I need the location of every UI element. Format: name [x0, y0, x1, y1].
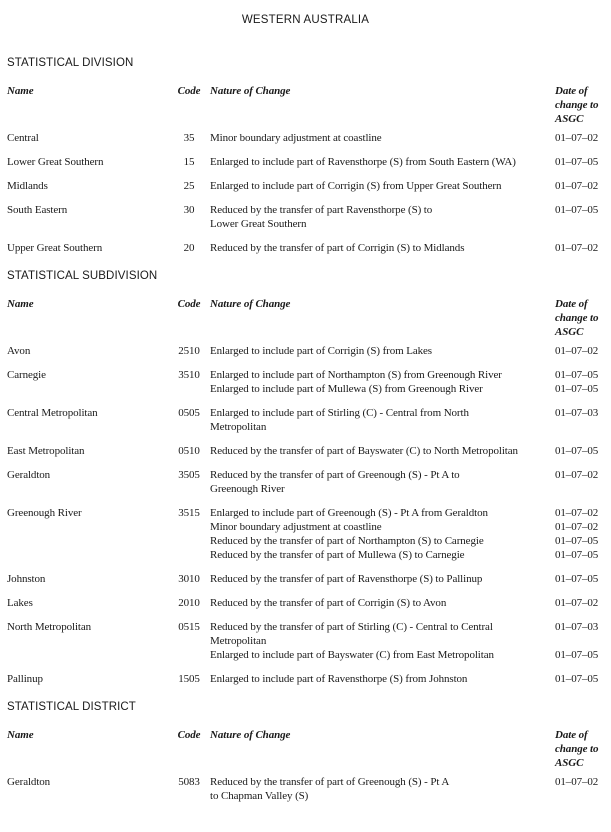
- change-text-line: Enlarged to include part of Stirling (C) - Central from North: [210, 407, 469, 419]
- change-entry: [210, 131, 609, 145]
- row-changes: [210, 203, 609, 231]
- change-date: 01–07–05: [555, 156, 599, 168]
- row-name: Central Metropolitan: [7, 407, 98, 419]
- table-row: [7, 344, 611, 358]
- table-row: [7, 203, 611, 231]
- row-name: South Eastern: [7, 204, 68, 216]
- change-text-line: Reduced by the transfer of part of Ravensthorpe (S) to Pallinup: [210, 573, 483, 585]
- change-date: 01–07–05: [555, 549, 599, 561]
- row-changes: [210, 506, 609, 562]
- row-name: Upper Great Southern: [7, 242, 103, 254]
- table-row: [7, 506, 611, 562]
- change-text-line: Reduced by the transfer of part Ravensthorpe (S) to: [210, 204, 433, 216]
- change-text: [210, 155, 555, 169]
- change-text-line: Enlarged to include part of Ravensthorpe (S) from South Eastern (WA): [210, 156, 516, 168]
- change-date: 01–07–05: [555, 573, 599, 585]
- change-text-line: Enlarged to include part of Corrigin (S) from Lakes: [210, 345, 432, 357]
- change-date: 01–07–05: [555, 204, 599, 216]
- col-header-nature: Nature of Change: [210, 729, 291, 741]
- change-date: 01–07–05: [555, 369, 599, 381]
- change-date: 01–07–02: [555, 345, 599, 357]
- table-row: [7, 620, 611, 662]
- row-name: Avon: [7, 345, 31, 357]
- change-text: [210, 672, 555, 686]
- change-entry: [210, 672, 609, 686]
- table-row: [7, 468, 611, 496]
- row-code: 20: [183, 242, 195, 254]
- row-changes: [210, 406, 609, 434]
- change-text: [210, 648, 555, 662]
- row-name: East Metropolitan: [7, 445, 85, 457]
- col-header-date-line: ASGC: [555, 113, 584, 125]
- change-text-line: Metropolitan: [210, 635, 267, 647]
- col-header-name: Name: [7, 85, 34, 97]
- row-name: Lower Great Southern: [7, 156, 104, 168]
- row-code: 30: [183, 204, 195, 216]
- table-row: [7, 368, 611, 396]
- change-date: 01–07–02: [555, 521, 599, 533]
- change-entry: [210, 572, 609, 586]
- table-header-main: [210, 84, 609, 126]
- row-name: Geraldton: [7, 469, 51, 481]
- section: [7, 701, 611, 803]
- change-text: [210, 520, 555, 534]
- change-entry: [210, 444, 609, 458]
- change-text: [210, 406, 555, 434]
- change-entry: [210, 179, 609, 193]
- table-row: [7, 179, 611, 193]
- change-entry: [210, 155, 609, 169]
- row-changes: [210, 241, 609, 255]
- change-text: [210, 382, 555, 396]
- table-row: [7, 775, 611, 803]
- change-text: [210, 241, 555, 255]
- row-name: North Metropolitan: [7, 621, 92, 633]
- section: [7, 57, 611, 255]
- row-code: 1505: [178, 673, 200, 685]
- change-text: [210, 506, 555, 520]
- col-header-date-line: change to: [555, 312, 599, 324]
- col-header-date-line: ASGC: [555, 326, 584, 338]
- change-text: [210, 344, 555, 358]
- change-date: 01–07–05: [555, 649, 599, 661]
- change-text-line: Enlarged to include part of Ravensthorpe (S) from Johnston: [210, 673, 468, 685]
- change-text-line: Reduced by the transfer of part of Bayswater (C) to North Metropolitan: [210, 445, 518, 457]
- row-changes: [210, 131, 609, 145]
- col-header-nature: Nature of Change: [210, 298, 291, 310]
- table-header: [7, 84, 611, 126]
- change-text: [210, 548, 555, 562]
- change-text: [210, 620, 555, 648]
- change-entry: [210, 648, 609, 662]
- row-name: Pallinup: [7, 673, 43, 685]
- row-name: Greenough River: [7, 507, 82, 519]
- change-date: 01–07–02: [555, 469, 599, 481]
- change-text-line: Metropolitan: [210, 421, 267, 433]
- table-header: [7, 297, 611, 339]
- col-header-code: Code: [177, 298, 201, 310]
- row-code: 3505: [178, 469, 200, 481]
- change-text: [210, 572, 555, 586]
- change-text: [210, 179, 555, 193]
- section-heading: STATISTICAL DISTRICT: [7, 701, 136, 713]
- change-entry: [210, 596, 609, 610]
- table-header-main: [210, 728, 609, 770]
- col-header-name: Name: [7, 298, 34, 310]
- change-date: 01–07–02: [555, 507, 599, 519]
- row-name: Carnegie: [7, 369, 46, 381]
- change-entry: [210, 468, 609, 496]
- change-text: [210, 596, 555, 610]
- row-code: 25: [183, 180, 195, 192]
- row-code: 0510: [178, 445, 200, 457]
- col-header-name: Name: [7, 729, 34, 741]
- change-text-line: Enlarged to include part of Greenough (S) - Pt A from Geraldton: [210, 507, 488, 519]
- table-row: [7, 444, 611, 458]
- change-date: 01–07–05: [555, 383, 599, 395]
- row-code: 2010: [178, 597, 200, 609]
- row-name: Geraldton: [7, 776, 51, 788]
- change-date: 01–07–05: [555, 535, 599, 547]
- change-text: [210, 203, 555, 231]
- change-text-line: Reduced by the transfer of part of Greenough (S) - Pt A to: [210, 469, 460, 481]
- change-text-line: to Chapman Valley (S): [210, 790, 309, 802]
- row-changes: [210, 572, 609, 586]
- col-header-date-line: change to: [555, 743, 599, 755]
- change-text: [210, 131, 555, 145]
- row-changes: [210, 368, 609, 396]
- row-code: 3515: [178, 507, 200, 519]
- table-header-right: [210, 84, 609, 126]
- change-text-line: Lower Great Southern: [210, 218, 307, 230]
- change-entry: [210, 620, 609, 648]
- change-date: 01–07–03: [555, 621, 599, 633]
- change-text-line: Greenough River: [210, 483, 285, 495]
- change-text-line: Reduced by the transfer of part of Corrigin (S) to Midlands: [210, 242, 465, 254]
- row-changes: [210, 596, 609, 610]
- row-code: 35: [183, 132, 195, 144]
- row-changes: [210, 344, 609, 358]
- table-row: [7, 406, 611, 434]
- change-entry: [210, 775, 609, 803]
- table-row: [7, 672, 611, 686]
- change-text: [210, 444, 555, 458]
- row-changes: [210, 179, 609, 193]
- change-entry: [210, 368, 609, 382]
- row-code: 5083: [178, 776, 200, 788]
- col-header-date-line: change to: [555, 99, 599, 111]
- table-row: [7, 155, 611, 169]
- change-text-line: Reduced by the transfer of part of Corrigin (S) to Avon: [210, 597, 447, 609]
- row-name: Lakes: [7, 597, 33, 609]
- change-entry: [210, 406, 609, 434]
- table-row: [7, 131, 611, 145]
- row-code: 0505: [178, 407, 200, 419]
- col-header-date: [555, 728, 609, 770]
- table-row: [7, 241, 611, 255]
- col-header-nature: Nature of Change: [210, 85, 291, 97]
- table-header: [7, 728, 611, 770]
- change-date: 01–07–02: [555, 776, 599, 788]
- change-entry: [210, 520, 609, 534]
- row-code: 3010: [178, 573, 200, 585]
- section-heading: STATISTICAL SUBDIVISION: [7, 270, 158, 282]
- section-heading: STATISTICAL DIVISION: [7, 57, 134, 69]
- row-name: Johnston: [7, 573, 46, 585]
- col-header-date-line: Date of: [555, 729, 588, 741]
- row-changes: [210, 620, 609, 662]
- change-text-line: Enlarged to include part of Bayswater (C) from East Metropolitan: [210, 649, 494, 661]
- col-header-code: Code: [177, 85, 201, 97]
- change-date: 01–07–02: [555, 242, 599, 254]
- change-entry: [210, 382, 609, 396]
- change-entry: [210, 203, 609, 231]
- change-text: [210, 468, 555, 496]
- change-entry: [210, 534, 609, 548]
- row-name: Midlands: [7, 180, 48, 192]
- sections-container: [7, 57, 611, 803]
- col-header-date-line: Date of: [555, 85, 588, 97]
- row-changes: [210, 775, 609, 803]
- row-name: Central: [7, 132, 39, 144]
- change-text-line: Enlarged to include part of Northampton (S) from Greenough River: [210, 369, 502, 381]
- change-date: 01–07–02: [555, 132, 599, 144]
- row-code: 2510: [178, 345, 200, 357]
- section: [7, 270, 611, 686]
- table-row: [7, 572, 611, 586]
- change-text-line: Minor boundary adjustment at coastline: [210, 521, 382, 533]
- change-text-line: Enlarged to include part of Mullewa (S) from Greenough River: [210, 383, 483, 395]
- col-header-code: Code: [177, 729, 201, 741]
- col-header-date: [555, 297, 609, 339]
- row-code: 15: [183, 156, 195, 168]
- row-code: 3510: [178, 369, 200, 381]
- change-text-line: Reduced by the transfer of part of Greenough (S) - Pt A: [210, 776, 450, 788]
- table-header-right: [210, 297, 609, 339]
- row-changes: [210, 672, 609, 686]
- row-changes: [210, 444, 609, 458]
- change-date: 01–07–02: [555, 597, 599, 609]
- table-header-main: [210, 297, 609, 339]
- page-title: WESTERN AUSTRALIA: [241, 14, 370, 26]
- row-code: 0515: [178, 621, 200, 633]
- change-entry: [210, 548, 609, 562]
- change-entry: [210, 241, 609, 255]
- change-date: 01–07–03: [555, 407, 599, 419]
- change-text-line: Reduced by the transfer of part of Stirling (C) - Central to Central: [210, 621, 493, 633]
- row-changes: [210, 468, 609, 496]
- change-text-line: Enlarged to include part of Corrigin (S) from Upper Great Southern: [210, 180, 502, 192]
- change-text: [210, 775, 555, 803]
- col-header-date-line: ASGC: [555, 757, 584, 769]
- change-entry: [210, 344, 609, 358]
- change-text: [210, 368, 555, 382]
- change-entry: [210, 506, 609, 520]
- change-text-line: Reduced by the transfer of part of Mullewa (S) to Carnegie: [210, 549, 465, 561]
- change-date: 01–07–05: [555, 673, 599, 685]
- table-row: [7, 596, 611, 610]
- col-header-date: [555, 84, 609, 126]
- change-text-line: Reduced by the transfer of part of Northampton (S) to Carnegie: [210, 535, 484, 547]
- col-header-date-line: Date of: [555, 298, 588, 310]
- change-date: 01–07–02: [555, 180, 599, 192]
- change-text: [210, 534, 555, 548]
- change-date: 01–07–05: [555, 445, 599, 457]
- table-header-right: [210, 728, 609, 770]
- change-text-line: Minor boundary adjustment at coastline: [210, 132, 382, 144]
- row-changes: [210, 155, 609, 169]
